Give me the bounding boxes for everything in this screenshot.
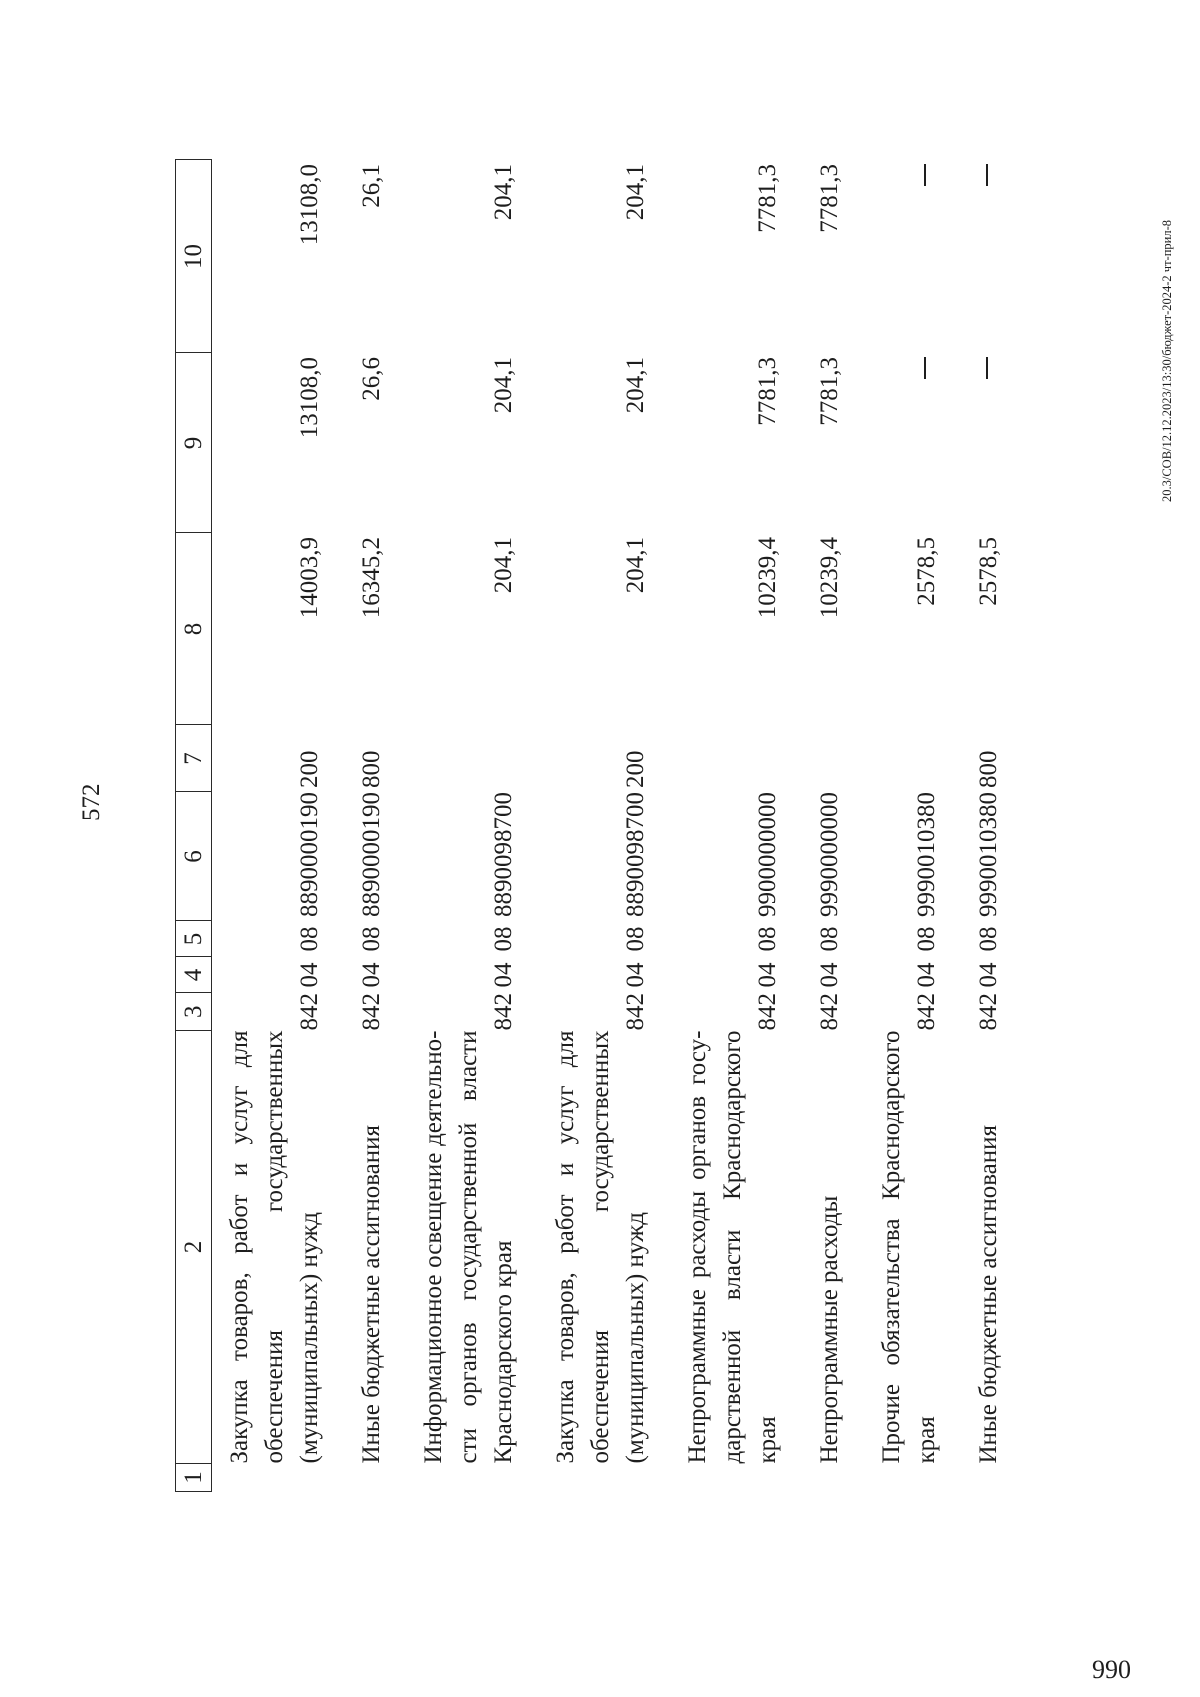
cell-subsection: 08 [358,926,385,952]
col-header: 9 [176,353,212,533]
row-description: Непрограммные расходы [816,1195,843,1464]
cell-subsection: 08 [490,926,517,952]
cell-target-article: 8890000190 [358,792,385,917]
cell-col1 [670,1464,802,1492]
col-header: 1 [176,1464,212,1492]
cell-subsection: 08 [754,926,781,952]
cell-amount-3: 204,1 [490,164,517,221]
dash-mark [924,357,926,379]
cell-subsection: 08 [975,926,1002,952]
cell-section: 04 [816,962,843,988]
cell-amount-3: 13108,0 [296,164,323,246]
header-row [176,160,212,1492]
cell-expense-type: 800 [358,750,385,788]
bottom-page-number: 990 [1092,1655,1131,1684]
cell-section: 04 [754,962,781,988]
cell-subsection: 08 [296,926,323,952]
col-header: 6 [176,792,212,921]
cell-amount-2: 204,1 [490,357,517,414]
cell-section: 04 [913,962,940,988]
cell-amount-1: 10239,4 [816,537,843,619]
cell-amount-2: 13108,0 [296,357,323,439]
cell-target-article: 9900000000 [754,792,781,917]
cell-section: 04 [490,962,517,988]
table-row [212,160,345,1492]
cell-code: 842 [490,993,517,1031]
table-row [961,160,1023,1492]
cell-target-article: 9990010380 [975,792,1002,917]
row-description: Прочие обязательства Краснодарского края [878,1030,940,1464]
cell-amount-2: 7781,3 [816,357,843,426]
cell-expense-type: 800 [975,750,1002,788]
cell-target-article: 8890098700 [622,792,649,917]
row-description: Иные бюджетные ассигнования [358,1124,385,1464]
row-description: Непрограммные расходы органов государственной власти Краснодарского края [684,1030,781,1464]
cell-amount-2 [864,353,961,533]
dash-mark [924,164,926,186]
cell-amount-1: 2578,5 [975,537,1002,606]
cell-expense-type: 200 [622,750,649,788]
col-header: 10 [176,160,212,353]
cell-subsection: 08 [622,926,649,952]
row-description: Закупка товаров, работ и услуг для обеспечения государственных (муниципальных) нужд [226,1030,323,1464]
col-header: 4 [176,957,212,993]
cell-amount-1: 204,1 [622,537,649,594]
row-description: Закупка товаров, работ и услуг для обеспечения государственных (муниципальных) нужд [552,1030,649,1464]
cell-col1 [538,1464,670,1492]
col-header: 7 [176,725,212,792]
cell-target-article: 8890098700 [490,792,517,917]
cell-section: 04 [358,962,385,988]
cell-code: 842 [296,993,323,1031]
cell-amount-1: 16345,2 [358,537,385,619]
cell-amount-1: 2578,5 [913,537,940,606]
cell-col1 [864,1464,961,1492]
cell-col1 [961,1464,1023,1492]
cell-expense-type [670,725,802,792]
cell-expense-type [864,725,961,792]
cell-amount-2: 204,1 [622,357,649,414]
cell-amount-2: 26,6 [358,357,385,401]
cell-amount-1: 10239,4 [754,537,781,619]
cell-target-article: 8890000190 [296,792,323,917]
dash-mark [986,164,988,186]
cell-amount-3: 204,1 [622,164,649,221]
cell-section: 04 [975,962,1002,988]
table-row [864,160,961,1492]
table-row [802,160,864,1492]
cell-amount-1: 204,1 [490,537,517,594]
cell-section: 04 [296,962,323,988]
cell-code: 842 [622,993,649,1031]
cell-col1 [344,1464,406,1492]
cell-amount-3: 26,1 [358,164,385,208]
cell-expense-type: 200 [296,750,323,788]
cell-section: 04 [622,962,649,988]
table-row [670,160,802,1492]
cell-amount-3: 7781,3 [754,164,781,233]
table-row [406,160,538,1492]
col-header: 8 [176,533,212,725]
cell-code: 842 [913,993,940,1031]
cell-subsection: 08 [913,926,940,952]
cell-amount-2: 7781,3 [754,357,781,426]
cell-target-article: 9990000000 [816,792,843,917]
cell-code: 842 [975,993,1002,1031]
cell-code: 842 [816,993,843,1031]
cell-amount-2 [961,353,1023,533]
budget-table [175,160,1023,1493]
cell-expense-type [406,725,538,792]
cell-col1 [406,1464,538,1492]
cell-amount-1: 14003,9 [296,537,323,619]
col-header: 3 [176,993,212,1031]
cell-code: 842 [754,993,781,1031]
dash-mark [986,357,988,379]
cell-amount-3: 7781,3 [816,164,843,233]
cell-subsection: 08 [816,926,843,952]
col-header: 5 [176,921,212,957]
cell-amount-3 [864,160,961,353]
col-header: 2 [176,1031,212,1464]
table-row [538,160,670,1492]
table-row [344,160,406,1492]
cell-expense-type [802,725,864,792]
row-description: Информационное освещение деятельности органов государственной власти Краснодарского края [420,1030,517,1464]
footer-code: 20.3/СОВ/12.12.2023/13:30/бюджет-2024-2 чт-прил-8 [1160,220,1174,502]
page-number: 572 [78,783,105,821]
cell-target-article: 9990010380 [913,792,940,917]
cell-col1 [802,1464,864,1492]
cell-code: 842 [358,993,385,1031]
row-description: Иные бюджетные ассигнования [975,1124,1002,1464]
cell-col1 [212,1464,345,1492]
cell-amount-3 [961,160,1023,353]
